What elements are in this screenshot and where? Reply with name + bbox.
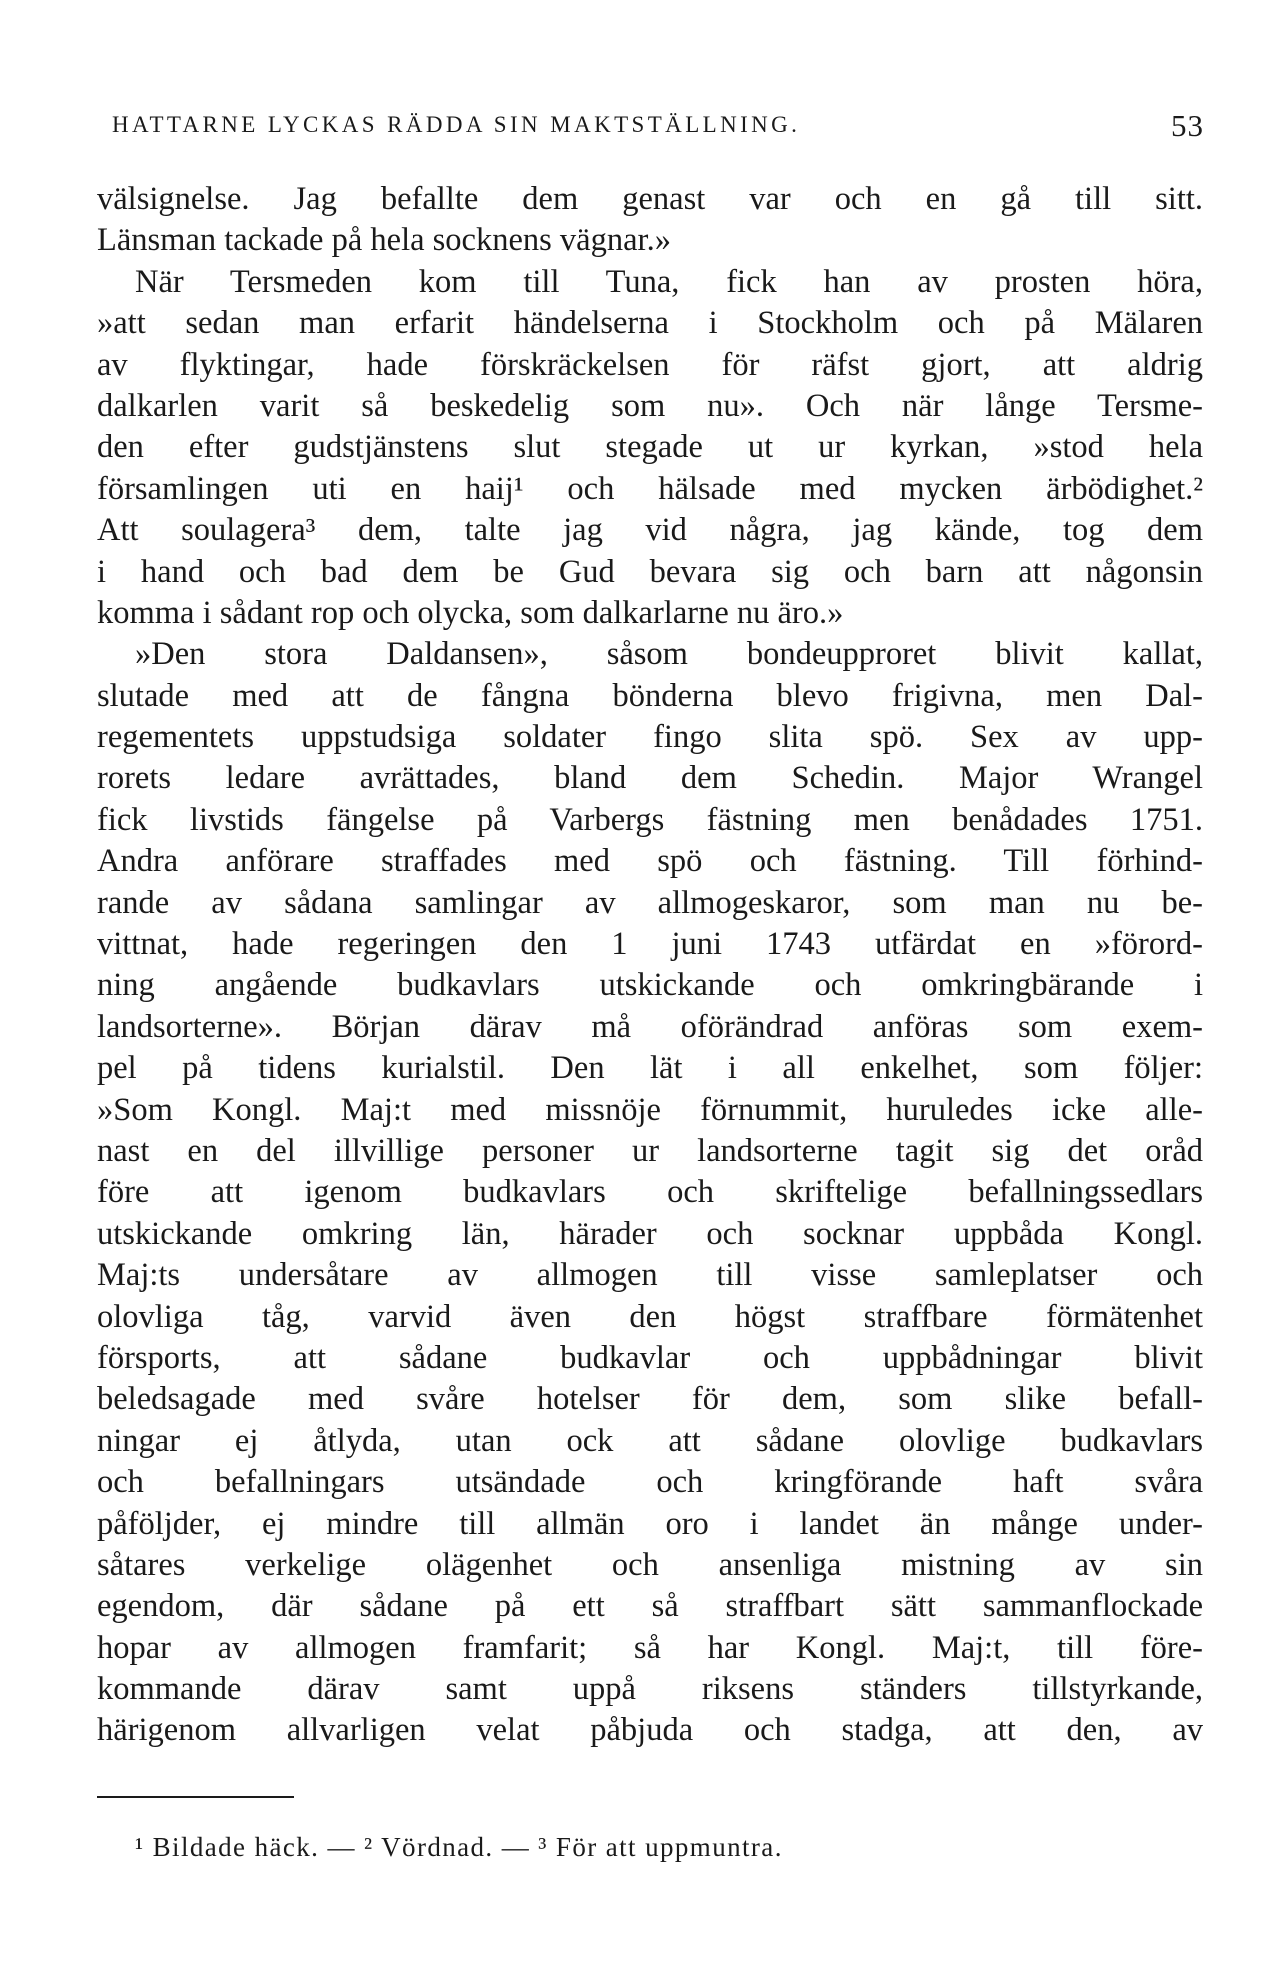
running-title: HATTARNE LYCKAS RÄDDA SIN MAKTSTÄLLNING. <box>112 112 801 137</box>
text-line: Andra anförare straffades med spö och fästning. Till förhind- <box>97 843 1203 880</box>
text-line: landsorterne». Början därav må oförändrad anföras som exem- <box>97 1008 1203 1045</box>
text-line: utskickande omkring län, härader och socknar uppbåda Kongl. <box>97 1215 1203 1252</box>
text-line: »Den stora Daldansen», såsom bondeupproret blivit kallat, <box>135 636 1203 673</box>
text-line: olovliga tåg, varvid även den högst straffbare förmätenhet <box>97 1298 1203 1335</box>
text-line: slutade med att de fångna bönderna blevo frigivna, men Dal- <box>97 677 1203 714</box>
text-line: regementets uppstudsiga soldater fingo slita spö. Sex av upp- <box>97 719 1203 756</box>
text-line: och befallningars utsändade och kringförande haft svåra <box>97 1464 1203 1501</box>
running-head <box>112 108 1204 148</box>
text-line: såtares verkelige olägenhet och ansenliga mistning av sin <box>97 1546 1203 1583</box>
text-line: fick livstids fängelse på Varbergs fästning men benådades 1751. <box>97 801 1203 838</box>
text-line: »att sedan man erfarit händelserna i Stockholm och på Mälaren <box>97 305 1203 342</box>
text-line: ningar ej åtlyda, utan ock att sådane olovlige budkavlars <box>97 1422 1203 1459</box>
text-line: rande av sådana samlingar av allmogeskaror, som man nu be- <box>97 884 1203 921</box>
text-line: När Tersmeden kom till Tuna, fick han av prosten höra, <box>135 263 1203 300</box>
text-line: hopar av allmogen framfarit; så har Kongl. Maj:t, till före- <box>97 1629 1203 1666</box>
text-line: påföljder, ej mindre till allmän oro i landet än månge under- <box>97 1505 1203 1542</box>
text-line: komma i sådant rop och olycka, som dalkarlarne nu äro.» <box>97 594 844 631</box>
text-line: dalkarlen varit så beskedelig som nu». Och när långe Tersme- <box>97 387 1203 424</box>
text-line: egendom, där sådane på ett så straffbart sätt sammanflockade <box>97 1588 1203 1625</box>
text-line: av flyktingar, hade förskräckelsen för räfst gjort, att aldrig <box>97 346 1203 383</box>
text-line: kommande därav samt uppå riksens ständers tillstyrkande, <box>97 1671 1203 1708</box>
text-line: vittnat, hade regeringen den 1 juni 1743 utfärdat en »förord- <box>97 926 1203 963</box>
text-line: före att igenom budkavlars och skriftelige befallningssedlars <box>97 1174 1203 1211</box>
text-line: »Som Kongl. Maj:t med missnöje förnummit, huruledes icke alle- <box>97 1091 1203 1128</box>
text-line: pel på tidens kurialstil. Den lät i all enkelhet, som följer: <box>97 1050 1203 1087</box>
text-line: församlingen uti en haij¹ och hälsade med mycken ärbödighet.² <box>97 470 1203 507</box>
footnotes: ¹ Bildade häck. — ² Vördnad. — ³ För att uppmuntra. <box>135 1832 783 1862</box>
page-number: 53 <box>1171 108 1204 143</box>
text-line: Länsman tackade på hela socknens vägnar.» <box>97 222 671 259</box>
text-line: välsignelse. Jag befallte dem genast var och en gå till sitt. <box>97 181 1203 217</box>
footnote-rule <box>97 1796 294 1798</box>
text-line: försports, att sådane budkavlar och uppbådningar blivit <box>97 1339 1203 1376</box>
text-line: härigenom allvarligen velat påbjuda och stadga, att den, av <box>97 1712 1203 1749</box>
text-line: Maj:ts undersåtare av allmogen till visse samleplatser och <box>97 1257 1203 1294</box>
text-line: nast en del illvillige personer ur landsorterne tagit sig det oråd <box>97 1132 1203 1169</box>
text-line: den efter gudstjänstens slut stegade ut ur kyrkan, »stod hela <box>97 429 1203 466</box>
text-line: beledsagade med svåre hotelser för dem, som slike befall- <box>97 1381 1203 1418</box>
text-line: i hand och bad dem be Gud bevara sig och barn att någonsin <box>97 553 1203 590</box>
text-line: rorets ledare avrättades, bland dem Schedin. Major Wrangel <box>97 760 1203 797</box>
body-text <box>97 179 1203 1752</box>
text-line: Att soulagera³ dem, talte jag vid några, jag kände, tog dem <box>97 512 1203 549</box>
text-line: ning angående budkavlars utskickande och omkringbärande i <box>97 967 1203 1004</box>
